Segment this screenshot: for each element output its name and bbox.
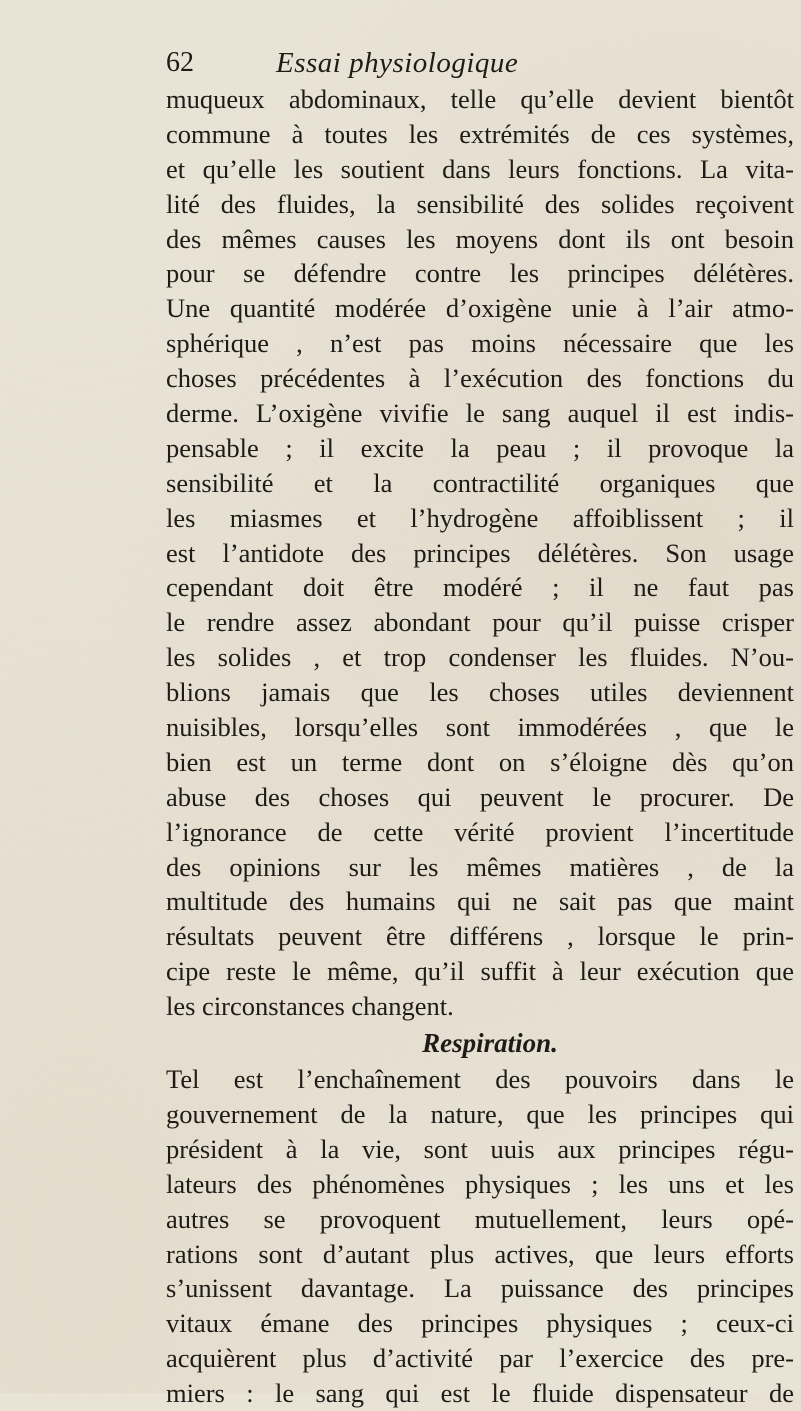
text-line: nuisibles, lorsqu’elles sont immodérées , que le bbox=[166, 712, 794, 743]
text-line: les solides , et trop condenser les fluides. N’ou- bbox=[166, 642, 794, 673]
text-line: Tel est l’enchaînement des pouvoirs dans le bbox=[166, 1064, 794, 1095]
text-line: autres se provoquent mutuellement, leurs opé- bbox=[166, 1203, 794, 1234]
text-line: pour se défendre contre les principes délétères. bbox=[166, 258, 794, 289]
text-line: président à la vie, sont uuis aux principes régu- bbox=[166, 1133, 794, 1164]
text-line: s’unissent davantage. La puissance des principes bbox=[166, 1273, 794, 1304]
text-line: cependant doit être modéré ; il ne faut pas bbox=[166, 572, 794, 603]
text-line: muqueux abdominaux, telle qu’elle devient bientôt bbox=[166, 84, 794, 114]
text-line: lateurs des phénomènes physiques ; les uns et les bbox=[166, 1168, 794, 1199]
text-line: miers : le sang qui est le fluide dispensateur de bbox=[166, 1378, 794, 1409]
text-line: sensibilité et la contractilité organiques que bbox=[166, 467, 794, 498]
text-line: blions jamais que les choses utiles deviennent bbox=[166, 677, 794, 708]
paragraph-1 bbox=[166, 82, 794, 1411]
page-header bbox=[166, 42, 726, 84]
text-line: sphérique , n’est pas moins nécessaire que les bbox=[166, 328, 794, 359]
text-line: bien est un terme dont on s’éloigne dès qu’on bbox=[166, 746, 794, 777]
text-line: est l’antidote des principes délétères. Son usage bbox=[166, 537, 794, 568]
text-line: commune à toutes les extrémités de ces systèmes, bbox=[166, 118, 794, 149]
text-line: les circonstances changent. bbox=[166, 991, 454, 1022]
text-line: des opinions sur les mêmes matières , de la bbox=[166, 851, 794, 882]
text-line: pensable ; il excite la peau ; il provoque la bbox=[166, 432, 794, 463]
text-line: rations sont d’autant plus actives, que leurs efforts bbox=[166, 1238, 794, 1269]
text-line: gouvernement de la nature, que les principes qui bbox=[166, 1098, 794, 1129]
text-line: les miasmes et l’hydrogène affoiblissent ; il bbox=[166, 502, 794, 533]
page-number: 62 bbox=[166, 47, 194, 78]
text-line: lité des fluides, la sensibilité des solides reçoivent bbox=[166, 188, 794, 219]
text-line: choses précédentes à l’exécution des fonctions du bbox=[166, 363, 794, 394]
text-line: résultats peuvent être différens , lorsque le prin- bbox=[166, 921, 794, 952]
text-line: des mêmes causes les moyens dont ils ont besoin bbox=[166, 223, 794, 254]
text-line: Une quantité modérée d’oxigène unie à l’air atmo- bbox=[166, 293, 794, 324]
text-line: vitaux émane des principes physiques ; ceux-ci bbox=[166, 1308, 794, 1339]
text-line: le rendre assez abondant pour qu’il puisse crisper bbox=[166, 607, 794, 638]
text-line: et qu’elle les soutient dans leurs fonctions. La vita- bbox=[166, 153, 794, 184]
text-line: multitude des humains qui ne sait pas que maint bbox=[166, 886, 794, 917]
text-line: cipe reste le même, qu’il suffit à leur exécution que bbox=[166, 956, 794, 987]
section-heading: Respiration. bbox=[422, 1028, 558, 1059]
text-line: acquièrent plus d’activité par l’exercice des pre- bbox=[166, 1343, 794, 1374]
text-line: abuse des choses qui peuvent le procurer. De bbox=[166, 781, 794, 812]
text-line: derme. L’oxigène vivifie le sang auquel il est indis- bbox=[166, 398, 794, 429]
text-line: l’ignorance de cette vérité provient l’incertitude bbox=[166, 816, 794, 847]
running-title: Essai physiologique bbox=[276, 47, 519, 79]
